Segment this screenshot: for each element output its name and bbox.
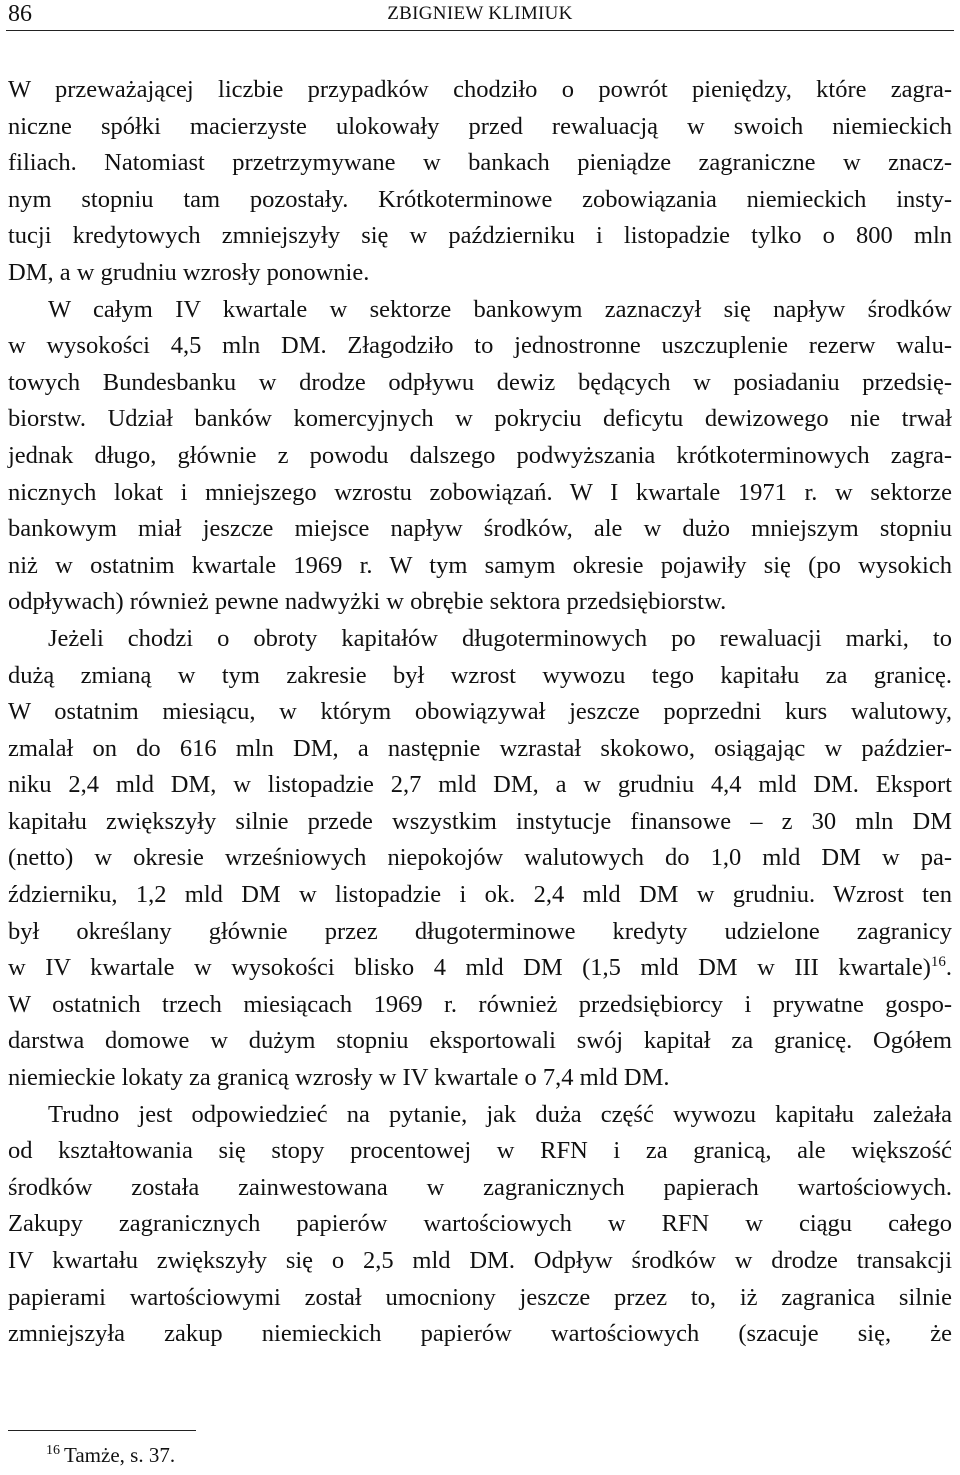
footnote-ref-mark[interactable]: 16 — [930, 954, 946, 971]
text-line: jednak długo, głównie z powodu dalszego podwyższania krótkoterminowych zagra- — [8, 441, 952, 469]
body-text — [8, 72, 952, 1353]
running-title: ZBIGNIEW KLIMIUK — [387, 3, 573, 24]
footnote-mark: 16 — [46, 1443, 60, 1458]
text-line: odpływach) również pewne nadwyżki w obrębie sektora przedsiębiorstw. — [8, 588, 727, 616]
text-line: W całym IV kwartale w sektorze bankowym zaznaczył się napływ środków — [48, 295, 952, 323]
text-line: środków została zainwestowana w zagranicznych papierach wartościowych. — [8, 1173, 952, 1201]
text-line: IV kwartału zwiększyły się o 2,5 mld DM. Odpływ środków w drodze transakcji — [8, 1247, 952, 1274]
text-line: W przeważającej liczbie przypadków chodziło o powrót pieniędzy, które zagra- — [8, 76, 952, 103]
text-line-with-footnote-ref — [8, 950, 952, 987]
text-line: Trudno jest odpowiedzieć na pytanie, jak duża część wywozu kapitału zależała — [48, 1100, 952, 1128]
text-line: bankowym miał jeszcze miejsce napływ środków, ale w dużo mniejszym stopniu — [8, 515, 952, 543]
text-line: niczne spółki macierzyste ulokowały przed rewaluacją w swoich niemieckich — [8, 112, 952, 140]
footnote-ref-tail: . — [945, 954, 952, 982]
text-line: nym stopniu tam pozostały. Krótkoterminowe zobowiązania niemieckich insty- — [8, 185, 952, 213]
text-line: tucji kredytowych zmniejszyły się w październiku i listopadzie tylko o 800 mln — [8, 222, 952, 250]
text-line: (netto) w okresie wrześniowych niepokojów walutowych do 1,0 mld DM w pa- — [8, 844, 952, 872]
footnote-text: Tamże, s. 37. — [64, 1443, 176, 1467]
text-line: od kształtowania się stopy procentowej w RFN i za granicą, ale większość — [8, 1137, 952, 1165]
text-line: filiach. Natomiast przetrzymywane w bankach pieniądze zagraniczne w znacz- — [8, 149, 952, 177]
text-line: był określany głównie przez długoterminowe kredyty udzielone zagranicy — [8, 917, 952, 945]
text-line: Zakupy zagranicznych papierów wartościowych w RFN w ciągu całego — [8, 1210, 952, 1238]
text-line: w wysokości 4,5 mln DM. Złagodziło to jednostronne uszczuplenie rezerw walu- — [8, 332, 952, 360]
text-line: DM, a w grudniu wzrosły ponownie. — [8, 258, 370, 286]
text-line-content: w IV kwartale w wysokości blisko 4 mld DM (1,5 mld DM w III kwartale) — [8, 954, 931, 982]
text-line: niemieckie lokaty za granicą wzrosły w IV kwartale o 7,4 mld DM. — [8, 1064, 670, 1092]
text-line: Jeżeli chodzi o obroty kapitałów długoterminowych po rewaluacji marki, to — [48, 624, 952, 652]
text-line: niż w ostatnim kwartale 1969 r. W tym samym okresie pojawiły się (po wysokich — [8, 551, 952, 579]
text-line: W ostatnim miesiącu, w którym obowiązywał jeszcze poprzedni kurs walutowy, — [8, 698, 952, 726]
footnote-divider — [8, 1430, 196, 1431]
text-line: niku 2,4 mld DM, w listopadzie 2,7 mld DM, a w grudniu 4,4 mld DM. Eksport — [8, 771, 952, 799]
text-line: papierami wartościowymi został umocniony jeszcze przez to, iż zagranica silnie — [8, 1283, 952, 1311]
text-line: W ostatnich trzech miesiącach 1969 r. również przedsiębiorcy i prywatne gospo- — [8, 990, 952, 1018]
running-header — [6, 0, 954, 31]
text-line: zmniejszyła zakup niemieckich papierów wartościowych (szacuje się, że — [8, 1320, 952, 1348]
text-line: kapitału zwiększyły silnie przede wszystkim instytucje finansowe – z 30 mln DM — [8, 807, 952, 835]
footnote — [46, 1440, 175, 1470]
text-line: nicznych lokat i mniejszego wzrostu zobowiązań. W I kwartale 1971 r. w sektorze — [8, 478, 952, 506]
text-line: towych Bundesbanku w drodze odpływu dewiz będących w posiadaniu przedsię- — [8, 368, 952, 396]
text-line: biorstw. Udział banków komercyjnych w pokryciu deficytu dewizowego nie trwał — [8, 405, 952, 433]
text-line: zmalał on do 616 mln DM, a następnie wzrastał skokowo, osiągając w paździer- — [8, 734, 952, 762]
page-number: 86 — [8, 1, 32, 27]
text-line: ździerniku, 1,2 mld DM w listopadzie i ok. 2,4 mld DM w grudniu. Wzrost ten — [8, 881, 952, 909]
text-line: darstwa domowe w dużym stopniu eksportowali swój kapitał za granicę. Ogółem — [8, 1027, 952, 1055]
text-line: dużą zmianą w tym zakresie był wzrost wywozu tego kapitału za granicę. — [8, 661, 952, 689]
